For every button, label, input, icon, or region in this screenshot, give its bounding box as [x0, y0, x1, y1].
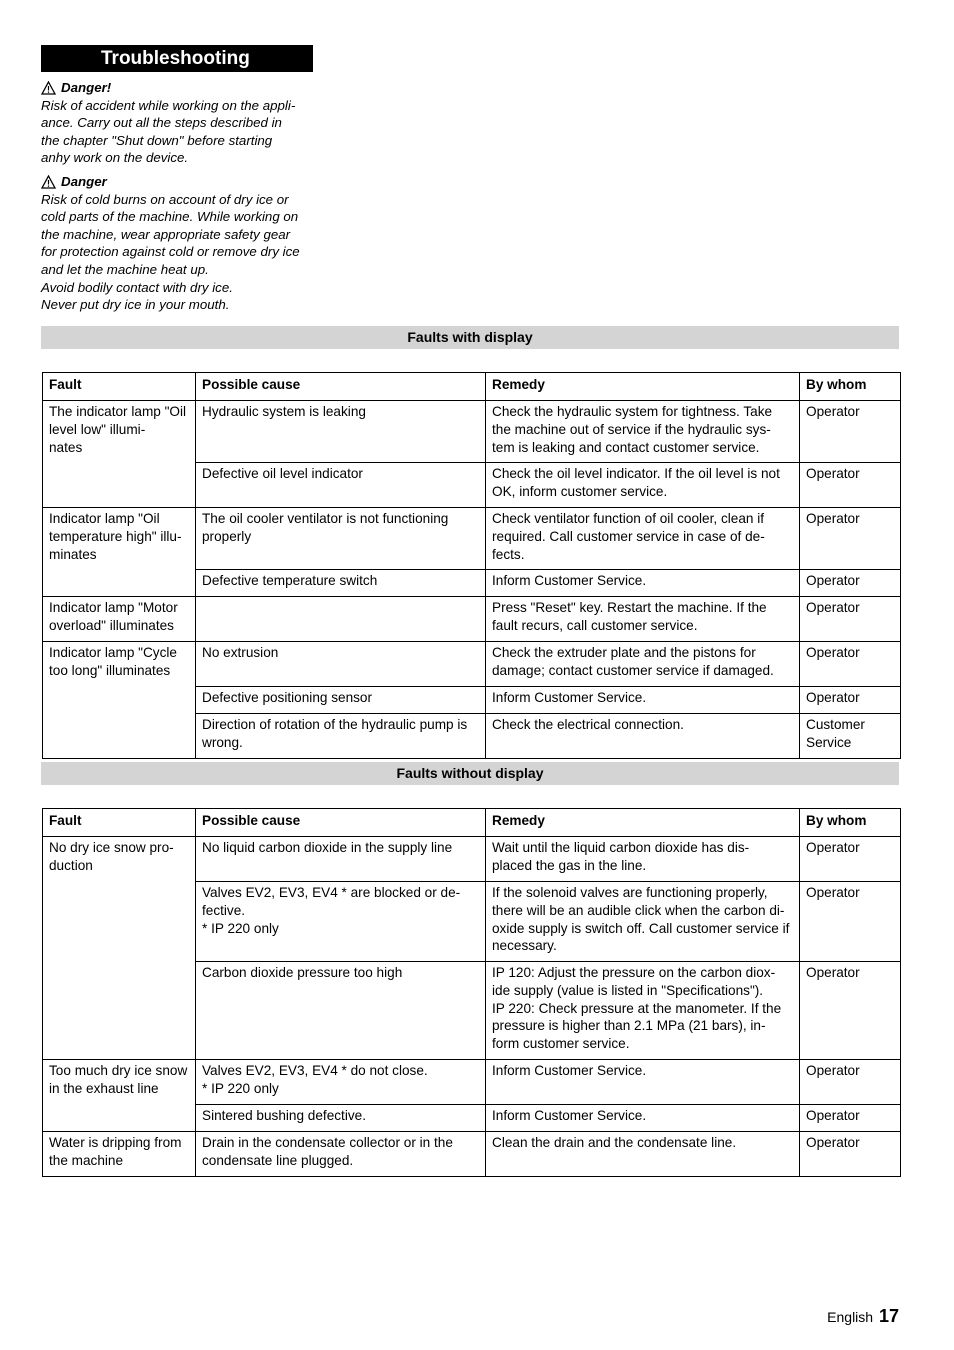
- fault-cell: No dry ice snow pro- duction: [43, 837, 196, 1060]
- table-row: [43, 837, 901, 882]
- footer-language: English: [827, 1309, 874, 1325]
- by-whom-cell: Operator: [800, 687, 901, 714]
- warning-heading-text: Danger!: [61, 80, 112, 95]
- remedy-cell: Inform Customer Service.: [486, 687, 800, 714]
- remedy-cell: Check the electrical connection.: [486, 714, 800, 759]
- column-header-fault: Fault: [43, 373, 196, 401]
- remedy-cell: If the solenoid valves are functioning properly, there will be an audible click when the carbon di- oxide supply is switch off. Call customer service if necessary.: [486, 882, 800, 962]
- by-whom-cell: Operator: [800, 882, 901, 962]
- fault-cell: Indicator lamp "Oil temperature high" illu- minates: [43, 508, 196, 597]
- column-header-remedy: Remedy: [486, 373, 800, 401]
- by-whom-cell: Operator: [800, 1105, 901, 1132]
- cause-cell: Valves EV2, EV3, EV4 * do not close. * IP 220 only: [196, 1060, 486, 1105]
- remedy-cell: Check ventilator function of oil cooler, clean if required. Call customer service in case of de- fects.: [486, 508, 800, 570]
- by-whom-cell: Operator: [800, 962, 901, 1060]
- by-whom-cell: Operator: [800, 508, 901, 570]
- table-header-row: [43, 809, 901, 837]
- remedy-cell: Inform Customer Service.: [486, 1060, 800, 1105]
- remedy-cell: Wait until the liquid carbon dioxide has dis- placed the gas in the line.: [486, 837, 800, 882]
- warning-line: the machine, wear appropriate safety gear: [41, 226, 291, 242]
- column-header-remedy: Remedy: [486, 809, 800, 837]
- warning-line: for protection against cold or remove dry ice: [41, 244, 300, 260]
- table-row: [43, 597, 901, 642]
- column-header-fault: Fault: [43, 809, 196, 837]
- remedy-cell: IP 120: Adjust the pressure on the carbon diox- ide supply (value is listed in "Specifications"). IP 220: Check pressure at the manometer. If the pressure is higher than 2.1 MPa (21 bars), in- form customer service.: [486, 962, 800, 1060]
- cause-cell: Hydraulic system is leaking: [196, 401, 486, 463]
- by-whom-cell: Operator: [800, 463, 901, 508]
- by-whom-cell: Operator: [800, 401, 901, 463]
- by-whom-cell: Operator: [800, 642, 901, 687]
- remedy-cell: Press "Reset" key. Restart the machine. If the fault recurs, call customer service.: [486, 597, 800, 642]
- warning-line: Never put dry ice in your mouth.: [41, 297, 230, 313]
- by-whom-cell: Operator: [800, 837, 901, 882]
- cause-cell: Direction of rotation of the hydraulic pump is wrong.: [196, 714, 486, 759]
- page-number: 17: [878, 1306, 899, 1326]
- fault-cell: Indicator lamp "Motor overload" illuminates: [43, 597, 196, 642]
- danger-warning-cold-burns: [41, 173, 321, 314]
- danger-warning-accident: [41, 79, 321, 167]
- warning-heading: [41, 79, 321, 97]
- warning-line: anhy work on the device.: [41, 150, 189, 166]
- by-whom-cell: Customer Service: [800, 714, 901, 759]
- warning-line: cold parts of the machine. While working on: [41, 209, 299, 225]
- remedy-cell: Check the oil level indicator. If the oil level is not OK, inform customer service.: [486, 463, 800, 508]
- table-row: [43, 642, 901, 687]
- remedy-cell: Clean the drain and the condensate line.: [486, 1132, 800, 1177]
- table-row: [43, 1060, 901, 1105]
- warning-triangle-icon: [41, 81, 56, 95]
- by-whom-cell: Operator: [800, 1132, 901, 1177]
- by-whom-cell: Operator: [800, 570, 901, 597]
- cause-cell: Defective positioning sensor: [196, 687, 486, 714]
- table-header-row: [43, 373, 901, 401]
- cause-cell: No extrusion: [196, 642, 486, 687]
- remedy-cell: Inform Customer Service.: [486, 1105, 800, 1132]
- cause-cell: Defective oil level indicator: [196, 463, 486, 508]
- cause-cell: Valves EV2, EV3, EV4 * are blocked or de- fective. * IP 220 only: [196, 882, 486, 962]
- column-header-cause: Possible cause: [196, 809, 486, 837]
- fault-cell: Indicator lamp "Cycle too long" illuminates: [43, 642, 196, 759]
- fault-cell: Water is dripping from the machine: [43, 1132, 196, 1177]
- warning-heading-text: Danger: [61, 174, 107, 189]
- cause-cell: Defective temperature switch: [196, 570, 486, 597]
- column-header-by-whom: By whom: [800, 373, 901, 401]
- page-footer: [827, 1306, 899, 1327]
- warning-line: the chapter "Shut down" before starting: [41, 132, 273, 148]
- faults-with-display-table: [42, 372, 901, 759]
- warning-triangle-icon: [41, 175, 56, 189]
- cause-cell: The oil cooler ventilator is not functioning properly: [196, 508, 486, 570]
- table-row: [43, 1132, 901, 1177]
- table-row: [43, 401, 901, 463]
- fault-cell: The indicator lamp "Oil level low" illumi- nates: [43, 401, 196, 508]
- remedy-cell: Inform Customer Service.: [486, 570, 800, 597]
- warning-line: Avoid bodily contact with dry ice.: [41, 279, 233, 295]
- table-row: [43, 508, 901, 570]
- section-heading-faults-without-display: Faults without display: [41, 762, 899, 785]
- cause-cell: Sintered bushing defective.: [196, 1105, 486, 1132]
- cause-cell: Carbon dioxide pressure too high: [196, 962, 486, 1060]
- fault-cell: Too much dry ice snow in the exhaust line: [43, 1060, 196, 1132]
- warning-line: and let the machine heat up.: [41, 261, 209, 277]
- faults-without-display-table: [42, 808, 901, 1177]
- warning-line: Risk of cold burns on account of dry ice or: [41, 191, 289, 207]
- warning-line: ance. Carry out all the steps described in: [41, 115, 282, 131]
- page-title: Troubleshooting: [41, 45, 313, 72]
- by-whom-cell: Operator: [800, 1060, 901, 1105]
- cause-cell: No liquid carbon dioxide in the supply line: [196, 837, 486, 882]
- by-whom-cell: Operator: [800, 597, 901, 642]
- warning-heading: [41, 173, 321, 191]
- remedy-cell: Check the extruder plate and the pistons for damage; contact customer service if damaged.: [486, 642, 800, 687]
- cause-cell: [196, 597, 486, 642]
- warning-line: Risk of accident while working on the appli-: [41, 97, 296, 113]
- remedy-cell: Check the hydraulic system for tightness. Take the machine out of service if the hydraulic sys- tem is leaking and contact customer service.: [486, 401, 800, 463]
- column-header-by-whom: By whom: [800, 809, 901, 837]
- section-heading-faults-with-display: Faults with display: [41, 326, 899, 349]
- cause-cell: Drain in the condensate collector or in the condensate line plugged.: [196, 1132, 486, 1177]
- column-header-cause: Possible cause: [196, 373, 486, 401]
